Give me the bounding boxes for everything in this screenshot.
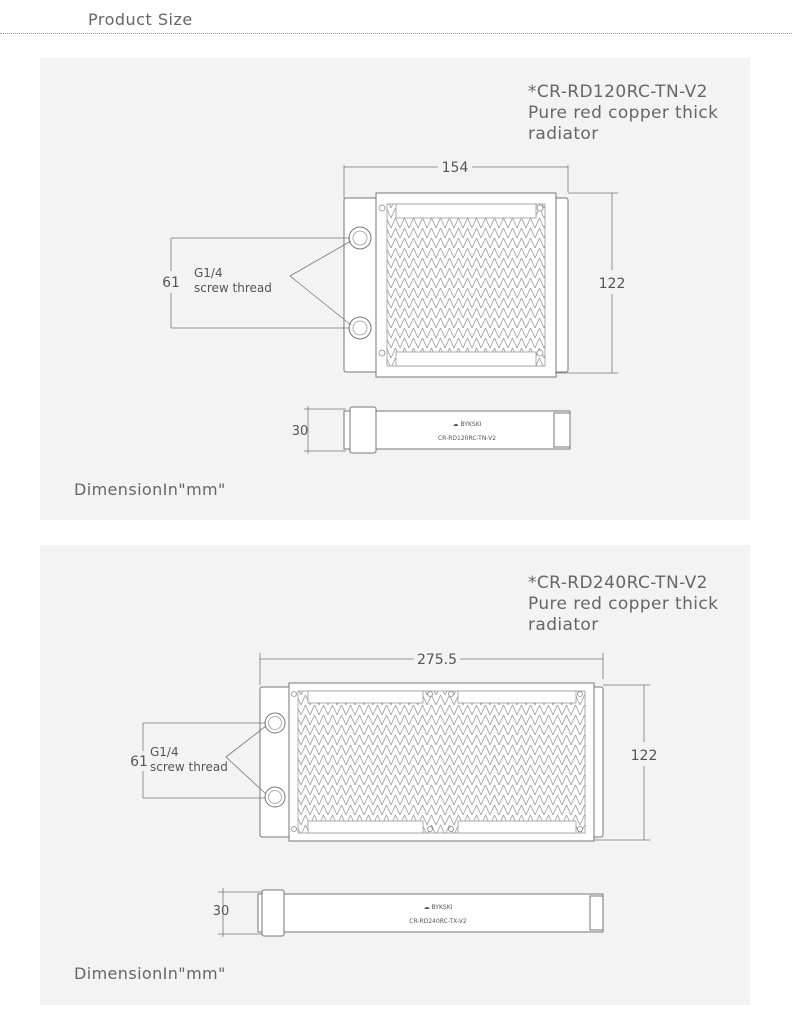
side-model-label: CR-RD120RC-TN-V2: [437, 435, 497, 442]
section-title: Product Size: [88, 10, 193, 29]
thickness-label: 30: [291, 424, 309, 439]
model-description-line2: radiator: [528, 615, 599, 635]
port-top-inner: [269, 717, 282, 730]
side-model-label: CR-RD240RC-TX-V2: [409, 918, 467, 925]
model-description-line2: radiator: [528, 124, 599, 144]
dotted-divider: [0, 33, 792, 34]
side-end-tank: [262, 890, 284, 936]
thread-callout: [194, 241, 351, 325]
mount-hole: [292, 692, 297, 697]
thickness-label: 30: [212, 904, 230, 919]
port-bottom-inner: [269, 791, 282, 804]
mount-hole: [379, 350, 385, 356]
mount-hole: [537, 350, 543, 356]
mount-hole: [379, 205, 385, 211]
side-body: [258, 894, 603, 932]
model-name: *CR-RD240RC-TN-V2: [528, 573, 708, 593]
height-label: 122: [630, 748, 658, 764]
model-description-line1: Pure red copper thick: [528, 594, 719, 614]
side-end-tank: [350, 407, 376, 453]
mount-hole: [449, 827, 454, 832]
width-dimension: [260, 652, 603, 685]
bottom-shroud-left: [308, 821, 423, 833]
side-body: [344, 411, 570, 449]
radiator-120-drawing: [40, 58, 750, 520]
thread-label-line2: screw thread: [194, 281, 272, 295]
dimension-unit-note: DimensionIn"mm": [74, 964, 226, 983]
height-dimension: [594, 685, 657, 840]
side-end-cap: [554, 413, 570, 447]
port-top-inner: [353, 231, 367, 245]
width-label: 154: [441, 160, 469, 176]
thread-callout: [150, 726, 266, 794]
mount-hole: [428, 692, 433, 697]
fin-core: [298, 691, 585, 833]
mount-hole: [578, 827, 583, 832]
mount-hole: [292, 827, 297, 832]
mount-hole: [449, 692, 454, 697]
height-label: 122: [598, 276, 626, 292]
side-end-cap: [590, 896, 603, 930]
thread-label-line1: G1/4: [194, 266, 223, 280]
radiator-side-view: [292, 406, 570, 454]
brand-logo: ☁ BYKSKI: [452, 421, 482, 428]
model-description-line1: Pure red copper thick: [528, 103, 719, 123]
top-shroud-right: [458, 691, 576, 703]
thread-label-line2: screw thread: [150, 760, 228, 774]
radiator-front-view: [344, 193, 568, 377]
fin-core: [387, 204, 545, 366]
mount-hole: [537, 205, 543, 211]
thread-label-line1: G1/4: [150, 745, 179, 759]
model-name: *CR-RD120RC-TN-V2: [528, 82, 708, 102]
brand-logo: ☁ BYKSKI: [423, 904, 453, 911]
port-spacing-label: 61: [162, 275, 180, 291]
top-shroud-left: [308, 691, 423, 703]
port-spacing-label: 61: [130, 754, 148, 770]
section-header: [0, 0, 792, 36]
radiator-front-view: [260, 683, 603, 841]
dimension-unit-note: DimensionIn"mm": [74, 480, 226, 499]
bottom-shroud: [396, 352, 536, 366]
bottom-shroud-right: [458, 821, 576, 833]
product-panel-120: [40, 58, 750, 520]
port-bottom-inner: [353, 321, 367, 335]
mount-hole: [428, 827, 433, 832]
mount-hole: [578, 692, 583, 697]
top-shroud: [396, 204, 536, 218]
width-label: 275.5: [416, 652, 458, 668]
width-dimension: [344, 160, 568, 198]
product-panel-240: [40, 545, 750, 1005]
radiator-side-view: [213, 888, 603, 937]
